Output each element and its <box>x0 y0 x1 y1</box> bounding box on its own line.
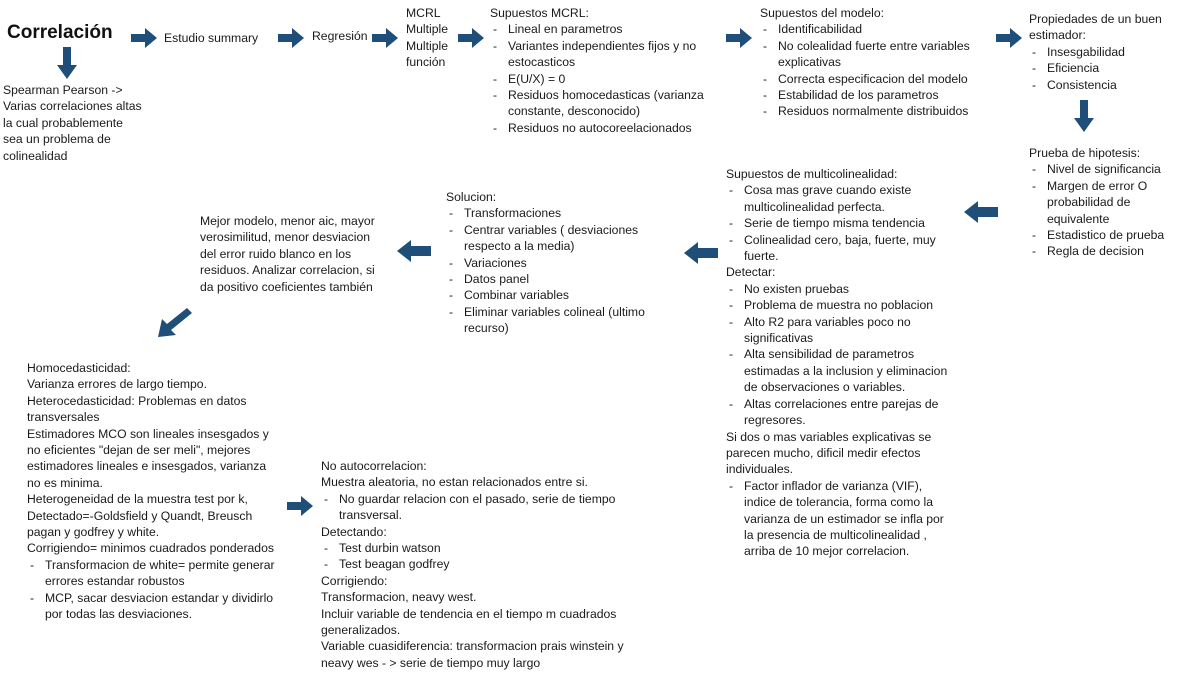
list-item: - Insesgabilidad <box>1029 44 1177 60</box>
section-header: Supuestos de multicolinealidad: <box>726 167 898 181</box>
list-item: - Transformacion de white= permite generar errores estandar robustos <box>27 557 275 590</box>
paragraph: Incluir variable de tendencia en el tiempo m cuadrados generalizados. <box>321 606 617 638</box>
arrow-left-icon <box>964 201 998 223</box>
paragraph: Varianza errores de largo tiempo. <box>27 377 207 392</box>
arrow-down-left-icon <box>156 308 192 338</box>
paragraph: Variable cuasidiferencia: transformacion prais winstein y neavy wes - > serie de tiempo muy largo <box>321 639 624 670</box>
list-item: - Colinealidad cero, baja, fuerte, muy fuerte. <box>726 232 954 265</box>
list-item: - Alto R2 para variables poco no significativas <box>726 314 954 347</box>
section-header: No autocorrelacion: <box>321 459 427 473</box>
estudio-summary: Estudio summary <box>164 31 259 45</box>
mcrl-block <box>406 5 448 71</box>
homocedasticidad <box>27 360 275 623</box>
supuestos-mcrl <box>490 5 725 136</box>
paragraph: Muestra aleatoria, no estan relacionados entre si. <box>321 475 588 490</box>
arrow-left-icon <box>397 240 431 262</box>
list-item: - Estabilidad de los parametros <box>760 87 995 103</box>
spearman-note: Spearman Pearson -> Varias correlaciones altas la cual probablemente sea un problema de colinealidad <box>3 83 142 163</box>
arrow-right-icon <box>726 28 752 48</box>
arrow-right-icon <box>372 28 398 48</box>
list-item: - Altas correlaciones entre parejas de regresores. <box>726 396 954 429</box>
list-item: - Lineal en parametros <box>490 21 725 37</box>
arrow-right-icon <box>131 28 157 48</box>
list-item: - Centrar variables ( desviaciones respecto a la media) <box>446 222 666 255</box>
list-item: - Variaciones <box>446 255 666 271</box>
section-header: Detectar: <box>726 265 776 280</box>
arrow-left-icon <box>684 242 718 264</box>
arrow-right-icon <box>278 28 304 48</box>
propiedades-estimador <box>1029 11 1177 93</box>
list-item: - Variantes independientes fijos y no estocasticos <box>490 38 725 71</box>
list-item: - Factor inflador de varianza (VIF), indice de tolerancia, forma como la varianza de un estimador se infla por la presencia de multicolinealidad , arriba de 10 mejor correlacion. <box>726 478 954 560</box>
paragraph: Si dos o mas variables explicativas se parecen mucho, dificil medir efectos individuales. <box>726 429 932 477</box>
list-item: - Estadistico de prueba <box>1029 227 1179 243</box>
list-item: - Test durbin watson <box>321 540 656 556</box>
list-item: - Test beagan godfrey <box>321 556 656 572</box>
solucion <box>446 189 666 337</box>
mejor-modelo: Mejor modelo, menor aic, mayor verosimilitud, menor desviacion del error ruido blanco en los residuos. Analizar correlacion, si da positivo coeficientes también <box>200 214 375 294</box>
list-item: - Correcta especificacion del modelo <box>760 71 995 87</box>
list-item: - Nivel de significancia <box>1029 161 1179 177</box>
list-item: - Identificabilidad <box>760 21 995 37</box>
paragraph: Heterocedasticidad: Problemas en datos transversales <box>27 393 247 425</box>
prueba-hipotesis <box>1029 145 1179 260</box>
list-item: - Problema de muestra no poblacion <box>726 297 954 313</box>
list-item: - Consistencia <box>1029 77 1177 93</box>
supuestos-multicolinealidad <box>726 166 954 560</box>
list-item: - Combinar variables <box>446 287 666 303</box>
list-item: - Alta sensibilidad de parametros estimadas a la inclusion y eliminacion de observaciones o variables. <box>726 346 954 395</box>
section-header: Propiedades de un buen estimador: <box>1029 12 1162 43</box>
section-header: Corrigiendo: <box>321 573 388 588</box>
paragraph: Heterogeneidad de la muestra test por k, Detectado=-Goldsfield y Quandt, Breusch pagan y godfrey y white. <box>27 492 253 540</box>
paragraph: Transformacion, neavy west. <box>321 590 477 605</box>
section-header: Solucion: <box>446 190 497 204</box>
arrow-right-icon <box>458 28 484 48</box>
regresion-label: Regresión <box>312 29 368 43</box>
list-item: - No guardar relacion con el pasado, serie de tiempo transversal. <box>321 491 656 524</box>
arrow-right-icon <box>996 28 1022 48</box>
paragraph: Homocedasticidad: <box>27 361 131 375</box>
no-autocorrelacion <box>321 458 656 671</box>
title-correlacion: Correlación <box>7 22 113 43</box>
mcrl-line: MCRL <box>406 6 441 20</box>
list-item: - Residuos homocedasticas (varianza constante, desconocido) <box>490 87 725 120</box>
list-item: - Serie de tiempo misma tendencia <box>726 215 954 231</box>
list-item: - Residuos no autocoreelacionados <box>490 120 725 136</box>
arrow-down-icon <box>57 47 77 79</box>
mcrl-line: función <box>406 55 446 70</box>
arrow-down-icon <box>1074 100 1094 132</box>
section-header: Supuestos MCRL: <box>490 6 589 20</box>
arrow-right-icon <box>287 496 313 516</box>
list-item: - Eficiencia <box>1029 60 1177 76</box>
list-item: - Regla de decision <box>1029 243 1179 259</box>
list-item: - No colealidad fuerte entre variables explicativas <box>760 38 995 71</box>
mcrl-line: Multiple <box>406 22 448 37</box>
section-header: Prueba de hipotesis: <box>1029 146 1141 160</box>
list-item: - Margen de error O probabilidad de equivalente <box>1029 178 1179 227</box>
paragraph: Corrigiendo= minimos cuadrados ponderados <box>27 541 274 556</box>
section-header: Supuestos del modelo: <box>760 6 884 20</box>
paragraph: Estimadores MCO son lineales insesgados y no eficientes "dejan de ser meli", mejores estimadores lineales e insesgados, varianza no es minima. <box>27 426 269 490</box>
list-item: - No existen pruebas <box>726 281 954 297</box>
list-item: - MCP, sacar desviacion estandar y dividirlo por todas las desviaciones. <box>27 590 275 623</box>
list-item: - Residuos normalmente distribuidos <box>760 103 995 119</box>
mcrl-line: Multiple <box>406 38 448 53</box>
list-item: - Cosa mas grave cuando existe multicolinealidad perfecta. <box>726 182 954 215</box>
list-item: - E(U/X) = 0 <box>490 71 725 87</box>
list-item: - Datos panel <box>446 271 666 287</box>
supuestos-modelo <box>760 5 995 120</box>
list-item: - Eliminar variables colineal (ultimo recurso) <box>446 304 666 337</box>
section-header: Detectando: <box>321 524 387 539</box>
list-item: - Transformaciones <box>446 205 666 221</box>
